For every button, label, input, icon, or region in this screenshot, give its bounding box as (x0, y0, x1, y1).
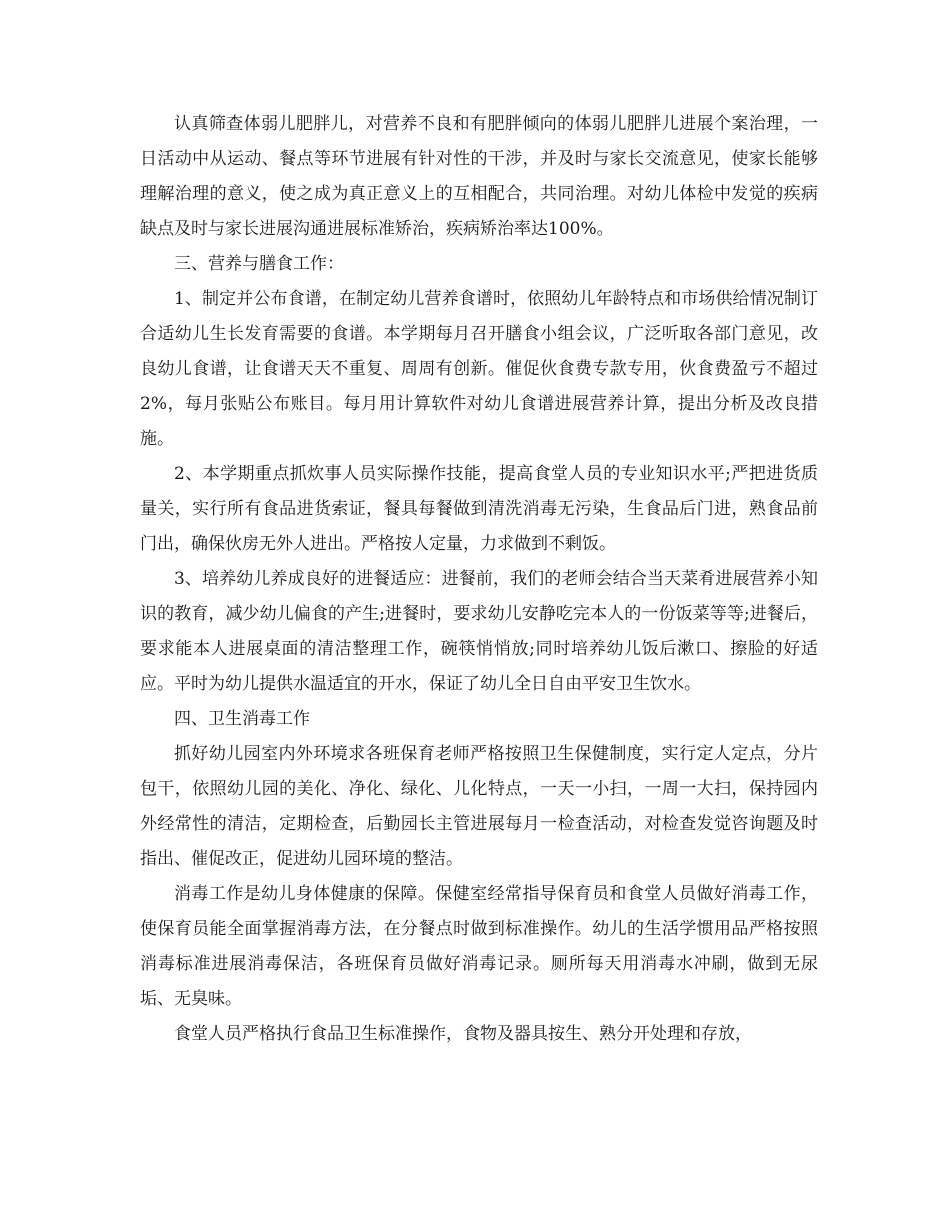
paragraph-food-hygiene: 食堂人员严格执行食品卫生标准操作，食物及器具按生、熟分开处理和存放， (174, 1024, 752, 1044)
heading-hygiene-disinfection: 四、卫生消毒工作 (174, 709, 310, 729)
paragraph-disinfection-work: 消毒工作是幼儿身体健康的保障。保健室经常指导保育员和食堂人员做好消毒工作，使保育员能全面掌握消毒方法，在分餐点时做到标准操作。幼儿的生活学惯用品严格按照消毒标准进展消毒保洁，各班保育员做好消毒记录。厕所每天用消毒水冲刷，做到无尿垢、无臭味。 (140, 884, 818, 1009)
paragraph-menu-planning: 1、制定并公布食谱，在制定幼儿营养食谱时，依照幼儿年龄特点和市场供给情况制订合适幼儿生长发育需要的食谱。本学期每月召开膳食小组会议，广泛听取各部门意见，改良幼儿食谱，让食谱天天不重复、周周有创新。催促伙食费专款专用，伙食费盈亏不超过2%，每月张贴公布账目。每月用计算软件对幼儿食谱进展营养计算，提出分析及改良措施。 (140, 289, 818, 449)
document-body (140, 107, 818, 1052)
heading-nutrition-and-meals: 三、营养与膳食工作： (174, 254, 344, 274)
paragraph-weak-obese-children: 认真筛查体弱儿肥胖儿，对营养不良和有肥胖倾向的体弱儿肥胖儿进展个案治理，一日活动中从运动、餐点等环节进展有针对性的干涉，并及时与家长交流意见，使家长能够理解治理的意义，使之成为真正意义上的互相配合，共同治理。对幼儿体检中发觉的疾病缺点及时与家长进展沟通进展标准矫治，疾病矫治率达100%。 (140, 114, 818, 239)
paragraph-environment-cleaning: 抓好幼儿园室内外环境求各班保育老师严格按照卫生保健制度，实行定人定点，分片包干，依照幼儿园的美化、净化、绿化、儿化特点，一天一小扫，一周一大扫，保持园内外经常性的清洁，定期检查，后勤园长主管进展每月一检查活动，对检查发觉咨询题及时指出、催促改正，促进幼儿园环境的整洁。 (140, 744, 818, 869)
paragraph-kitchen-staff: 2、本学期重点抓炊事人员实际操作技能，提高食堂人员的专业知识水平;严把进货质量关，实行所有食品进货索证，餐具每餐做到清洗消毒无污染，生食品后门进，熟食品前门出，确保伙房无外人进出。严格按人定量，力求做到不剩饭。 (140, 464, 818, 554)
paragraph-eating-habits: 3、培养幼儿养成良好的进餐适应：进餐前，我们的老师会结合当天菜肴进展营养小知识的教育，减少幼儿偏食的产生;进餐时，要求幼儿安静吃完本人的一份饭菜等等;进餐后，要求能本人进展桌面的清洁整理工作，碗筷悄悄放;同时培养幼儿饭后漱口、擦脸的好适应。平时为幼儿提供水温适宜的开水，保证了幼儿全日自由平安卫生饮水。 (140, 569, 818, 694)
